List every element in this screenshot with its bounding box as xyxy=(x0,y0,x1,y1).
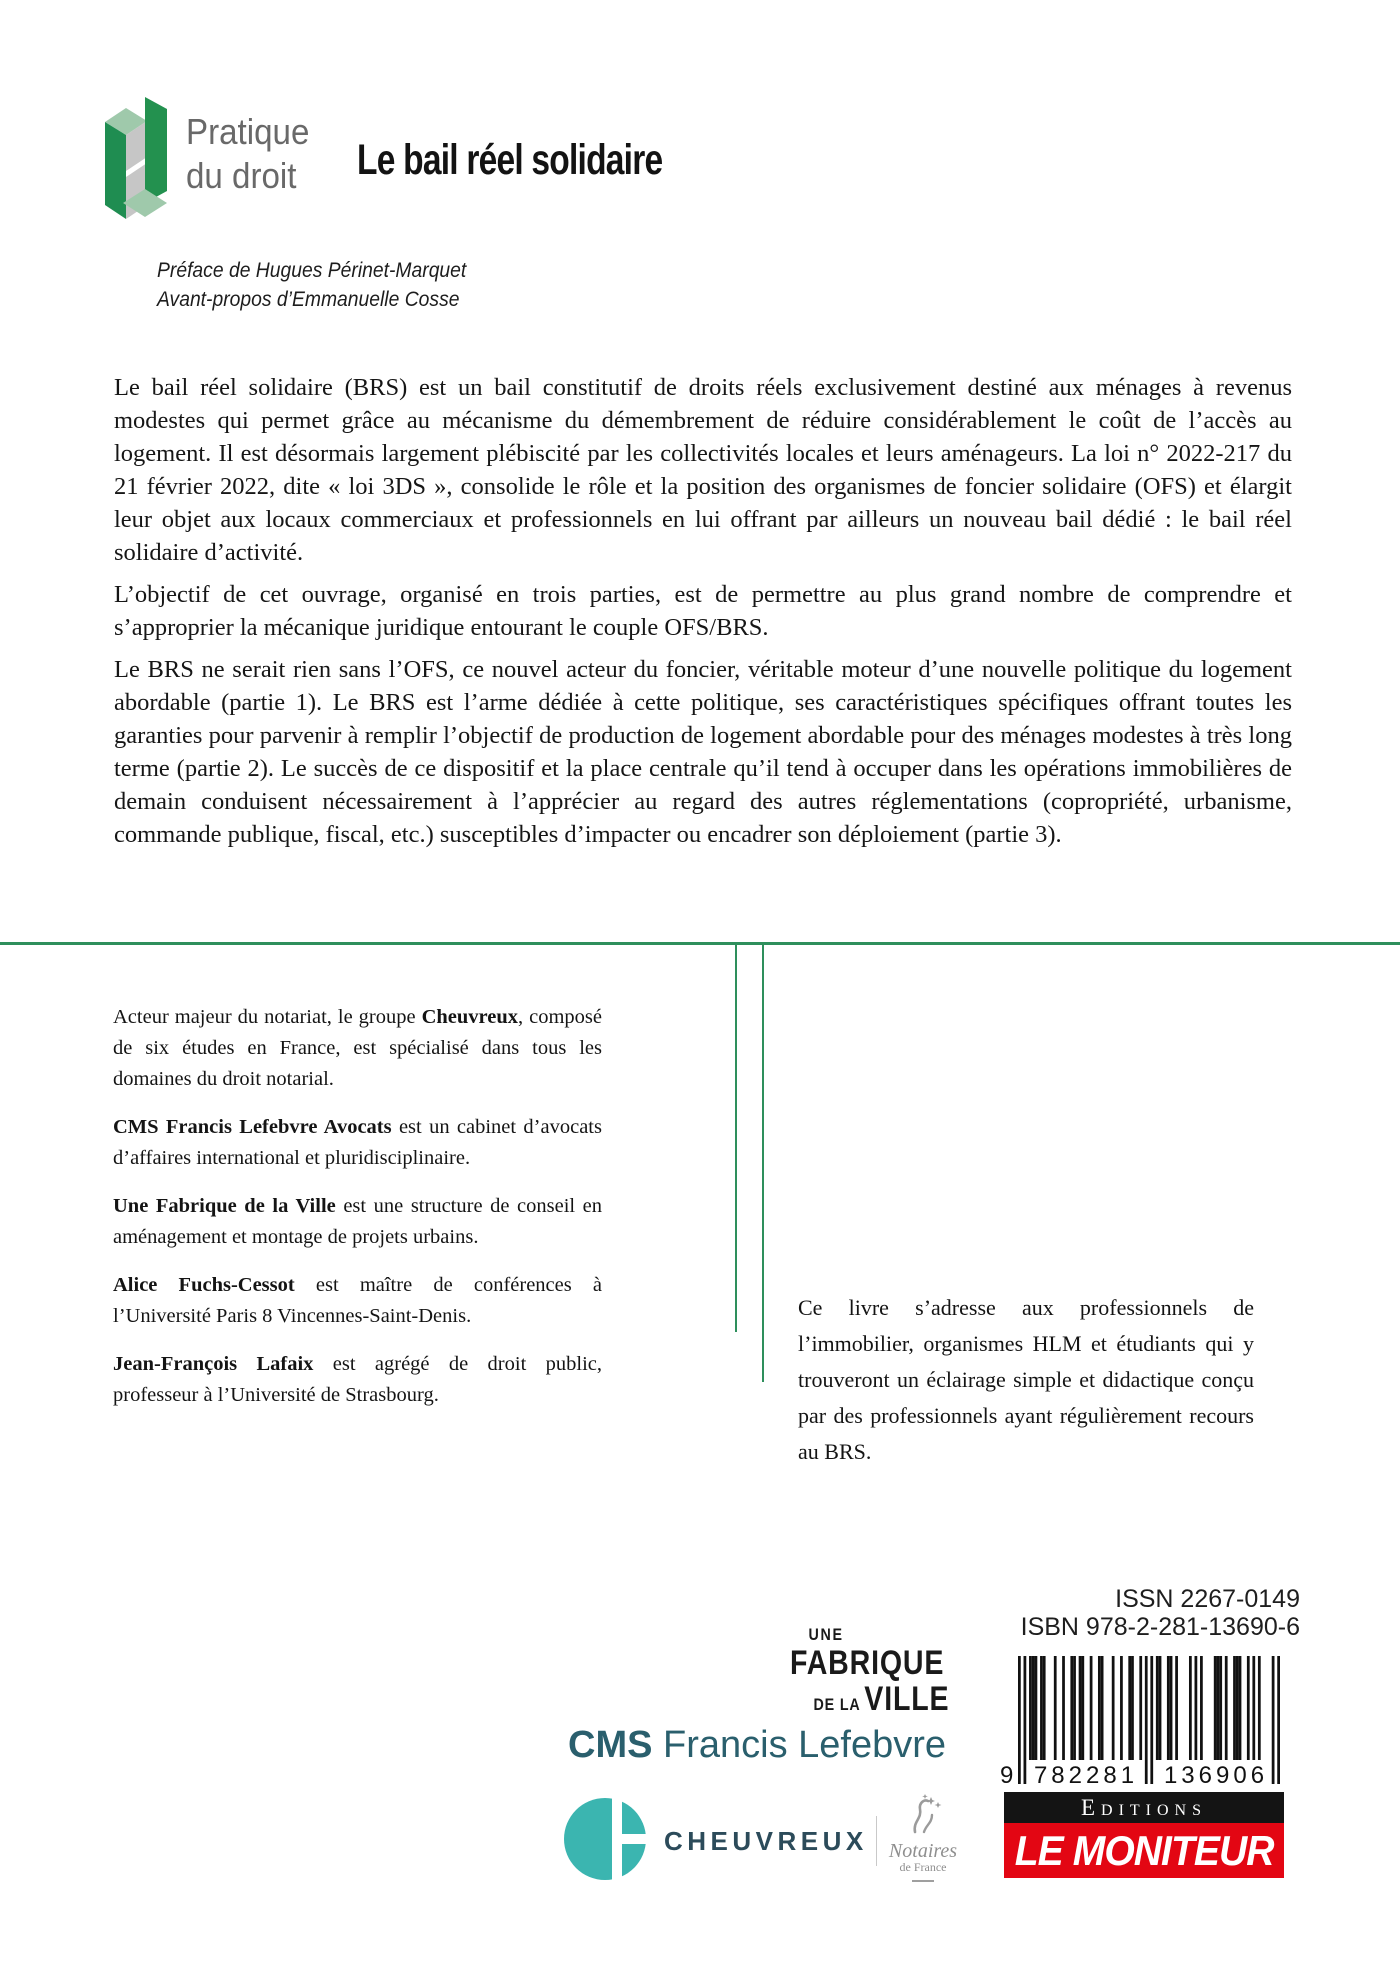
fabrique-de-la: DE LA xyxy=(813,1695,861,1714)
logo-divider-bar xyxy=(876,1816,877,1866)
contributor-lafaix xyxy=(113,1349,602,1411)
contributor-fabrique xyxy=(113,1191,602,1253)
fabrique-une: UNE xyxy=(808,1625,844,1644)
vertical-divider-right xyxy=(762,942,764,1382)
moniteur-editions-label: Editions xyxy=(1080,1795,1208,1820)
contributor-text: est maître de conférences à l’Université Paris 8 Vincennes-Saint-Denis. xyxy=(113,1274,602,1327)
le-moniteur-logo xyxy=(1004,1792,1284,1878)
foreword-line: Avant-propos d’Emmanuelle Cosse xyxy=(157,288,460,311)
notaires-figure-icon xyxy=(901,1794,945,1834)
notaires-sublabel: de France xyxy=(899,1860,947,1874)
contributor-prefix: Acteur majeur du notariat, le groupe xyxy=(113,1006,422,1028)
publishing-numbers xyxy=(980,1585,1300,1641)
barcode-digit-first: 9 xyxy=(1000,1762,1014,1789)
contributor-name: Cheuvreux xyxy=(421,1006,519,1028)
pratique-du-droit-logo-icon xyxy=(101,95,171,221)
moniteur-wordmark: LE MONITEUR xyxy=(1014,1827,1274,1874)
contributor-text: est agrégé de droit public, professeur à l’Université de Strasbourg. xyxy=(113,1353,602,1406)
moniteur-red-bar xyxy=(1004,1823,1284,1878)
cms-rest: Francis Lefebvre xyxy=(652,1724,947,1766)
contributor-cms xyxy=(113,1112,602,1174)
contributor-name: Jean-François Lafaix xyxy=(113,1353,314,1375)
cheuvreux-circle-icon xyxy=(564,1798,646,1880)
collection-name-line2: du droit xyxy=(186,155,297,196)
fabrique-ville-line xyxy=(814,1682,950,1716)
preface-line: Préface de Hugues Périnet-Marquet xyxy=(157,259,467,282)
cms-francis-lefebvre-logo xyxy=(568,1724,946,1767)
contributor-name: Alice Fuchs-Cessot xyxy=(113,1274,295,1296)
collection-name xyxy=(186,110,309,198)
contributor-fuchs-cessot xyxy=(113,1270,602,1332)
summary-text xyxy=(114,371,1292,860)
cheuvreux-wordmark: CHEUVREUX xyxy=(664,1826,868,1856)
issn-number: ISSN 2267-0149 xyxy=(1115,1585,1300,1613)
horizontal-green-rule xyxy=(0,942,1400,945)
barcode-digits-left: 782281 xyxy=(1033,1762,1139,1789)
contributor-text: est un cabinet d’avocats d’affaires international et pluridisciplinaire. xyxy=(113,1116,602,1169)
summary-paragraph-1: Le bail réel solidaire (BRS) est un bail constitutif de droits réels exclusivement destiné aux ménages à revenus modestes qui permet grâce au mécanisme du démembrement de réduire considérablement le coût de l’accès au logement. Il est désormais largement plébiscité par les collectivités locales et leurs aménageurs. La loi n° 2022-217 du 21 février 2022, dite « loi 3DS », consolide le rôle et la position des organismes de foncier solidaire (OFS) et élargit leur objet aux locaux commerciaux et professionnels en lui offrant par ailleurs un nouveau bail dédié : le bail réel solidaire d’activité. xyxy=(114,374,1292,566)
fabrique-ville: VILLE xyxy=(864,1680,950,1718)
collection-name-line1: Pratique xyxy=(186,111,310,152)
summary-paragraph-3: Le BRS ne serait rien sans l’OFS, ce nouvel acteur du foncier, véritable moteur d’une nouvelle politique du logement abordable (partie 1). Le BRS est l’arme dédiée à cette politique, ses caractéristiques spécifiques offrant toutes les garanties pour parvenir à remplir l’objectif de production de logement abordable pour des ménages modestes à très long terme (partie 2). Le succès de ce dispositif et la place centrale qu’il tend à occuper dans les opérations immobilières de demain conduisent nécessairement à l’apprécier au regard des autres réglementations (copropriété, urbanisme, commande publique, fiscal, etc.) susceptibles d’impacter ou encadrer son déploiement (partie 3). xyxy=(114,656,1292,848)
audience-paragraph: Ce livre s’adresse aux professionnels de l’immobilier, organismes HLM et étudiants qui y trouveront un éclairage simple et didactique conçu par des professionnels ayant régulièrement recours au BRS. xyxy=(798,1295,1254,1464)
fabrique-de-la-ville-logo xyxy=(790,1626,949,1716)
fabrique-fabrique: FABRIQUE xyxy=(790,1644,945,1682)
book-title: Le bail réel solidaire xyxy=(357,136,663,184)
notaires-label: Notaires xyxy=(888,1840,958,1862)
contributor-text: , composé de six études en France, est spécialisé dans tous les domaines du droit notarial. xyxy=(113,1006,602,1090)
barcode-digits-right: 136906 xyxy=(1163,1762,1269,1789)
moniteur-editions-bar xyxy=(1004,1792,1284,1823)
isbn-number: ISBN 978-2-281-13690-6 xyxy=(1020,1613,1300,1641)
contributor-name: Une Fabrique de la Ville xyxy=(113,1195,336,1217)
notaires-de-france-logo xyxy=(882,1794,964,1882)
contributor-cheuvreux xyxy=(113,1002,602,1095)
vertical-divider-left xyxy=(735,942,737,1332)
contributor-name: CMS Francis Lefebvre Avocats xyxy=(113,1116,392,1138)
notaires-dash xyxy=(912,1880,934,1882)
summary-paragraph-2: L’objectif de cet ouvrage, organisé en trois parties, est de permettre au plus grand nombre de comprendre et s’approprier la mécanique juridique entourant le couple OFS/BRS. xyxy=(114,581,1292,641)
preface-credits xyxy=(157,256,466,314)
contributors-column xyxy=(113,1002,602,1428)
cms-bold: CMS xyxy=(568,1724,653,1766)
contributor-text: est une structure de conseil en aménagement et montage de projets urbains. xyxy=(113,1195,602,1248)
